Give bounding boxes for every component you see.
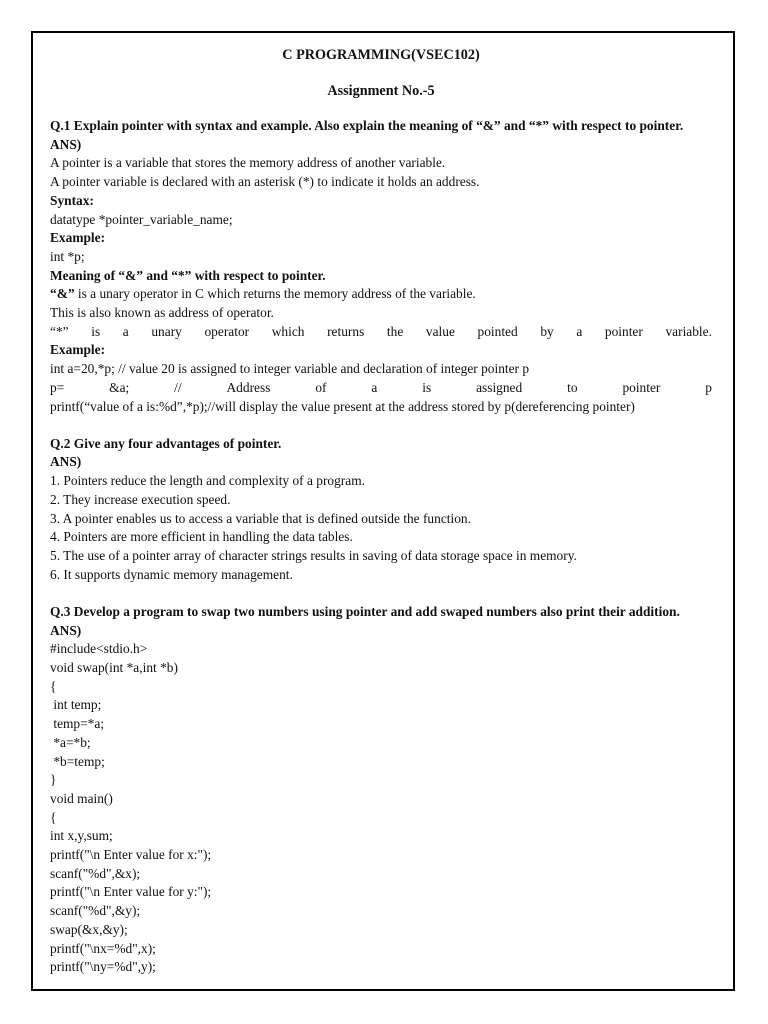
asterisk-word: is xyxy=(91,323,101,339)
code-line: *b=temp; xyxy=(50,753,105,769)
code-word: a xyxy=(371,379,378,395)
document-title: C PROGRAMMING(VSEC102) xyxy=(282,47,480,63)
assignment-number: Assignment No.-5 xyxy=(327,83,435,99)
code-word: p= xyxy=(50,379,65,395)
code-line: swap(&x,&y); xyxy=(50,921,128,937)
asterisk-word: pointed xyxy=(477,323,518,339)
ampersand-symbol: “&” xyxy=(50,286,75,302)
code-word: to xyxy=(567,379,578,395)
answer-label: ANS) xyxy=(50,454,82,470)
asterisk-word: which xyxy=(271,323,305,339)
example-2-line-1: int a=20,*p; // value 20 is assigned to integer variable and declaration of integer pointer p xyxy=(50,361,530,377)
code-line: } xyxy=(50,772,57,788)
example-label: Example: xyxy=(50,230,106,246)
code-line: scanf("%d",&y); xyxy=(50,903,141,919)
example-2-line-2 xyxy=(50,379,712,398)
code-word: pointer xyxy=(622,379,661,395)
question-3-section xyxy=(50,603,712,977)
code-word: is xyxy=(422,379,432,395)
asterisk-word: unary xyxy=(151,323,182,339)
code-line: void swap(int *a,int *b) xyxy=(50,659,178,675)
code-line: { xyxy=(50,678,57,694)
code-line: int x,y,sum; xyxy=(50,828,113,844)
ampersand-description xyxy=(50,285,712,304)
advantage-item: 6. It supports dynamic memory management. xyxy=(50,566,293,582)
asterisk-word: “*” xyxy=(50,323,69,339)
asterisk-word: the xyxy=(386,323,404,339)
code-word: assigned xyxy=(476,379,523,395)
asterisk-word: operator xyxy=(204,323,250,339)
code-line: temp=*a; xyxy=(50,716,105,732)
code-word: Address xyxy=(226,379,271,395)
asterisk-description xyxy=(50,323,712,342)
asterisk-word: pointer xyxy=(604,323,643,339)
syntax-label: Syntax: xyxy=(50,192,94,208)
code-line: scanf("%d",&x); xyxy=(50,865,141,881)
question-1-section xyxy=(50,117,712,416)
document-body xyxy=(50,46,712,977)
address-operator-note: This is also known as address of operator. xyxy=(50,305,274,321)
meaning-heading: Meaning of “&” and “*” with respect to pointer. xyxy=(50,267,326,283)
asterisk-word: returns xyxy=(327,323,365,339)
advantage-item: 1. Pointers reduce the length and complexity of a program. xyxy=(50,473,365,489)
asterisk-word: a xyxy=(122,323,129,339)
question-3-text: Q.3 Develop a program to swap two numbers using pointer and add swaped numbers also print their addition. xyxy=(50,603,680,619)
code-line: void main() xyxy=(50,790,113,806)
code-line: *a=*b; xyxy=(50,734,91,750)
code-word: // xyxy=(174,379,182,395)
code-word: p xyxy=(705,379,712,395)
code-line: printf("\n Enter value for y:"); xyxy=(50,884,212,900)
advantage-item: 4. Pointers are more efficient in handling the data tables. xyxy=(50,529,353,545)
example-2-line-3: printf(“value of a is:%d”,*p);//will display the value present at the address stored by p(dereferencing pointer) xyxy=(50,398,635,414)
asterisk-word: by xyxy=(540,323,554,339)
advantage-item: 5. The use of a pointer array of character strings results in saving of data storage space in memory. xyxy=(50,547,577,563)
code-word: &a; xyxy=(109,379,130,395)
question-2-section xyxy=(50,435,712,585)
pointer-definition-2: A pointer variable is declared with an asterisk (*) to indicate it holds an address. xyxy=(50,174,480,190)
code-line: printf("\n Enter value for x:"); xyxy=(50,847,212,863)
advantage-item: 2. They increase execution speed. xyxy=(50,491,231,507)
question-1-text: Q.1 Explain pointer with syntax and example. Also explain the meaning of “&” and “*” with respect to pointer. xyxy=(50,118,684,133)
example-text: int *p; xyxy=(50,248,85,264)
asterisk-word: value xyxy=(425,323,455,339)
ampersand-text: is a unary operator in C which returns the memory address of the variable. xyxy=(74,286,476,302)
code-line: printf("\ny=%d",y); xyxy=(50,959,156,975)
code-line: printf("\nx=%d",x); xyxy=(50,940,156,956)
advantage-item: 3. A pointer enables us to access a variable that is defined outside the function. xyxy=(50,510,471,526)
answer-label: ANS) xyxy=(50,622,82,638)
code-line: #include<stdio.h> xyxy=(50,641,148,657)
code-line: int temp; xyxy=(50,697,102,713)
question-2-text: Q.2 Give any four advantages of pointer. xyxy=(50,435,282,451)
code-line: { xyxy=(50,809,57,825)
example-2-label: Example: xyxy=(50,342,106,358)
pointer-definition-1: A pointer is a variable that stores the memory address of another variable. xyxy=(50,155,446,171)
code-word: of xyxy=(315,379,327,395)
syntax-text: datatype *pointer_variable_name; xyxy=(50,211,233,227)
asterisk-word: variable. xyxy=(665,323,712,339)
answer-label: ANS) xyxy=(50,136,82,152)
asterisk-word: a xyxy=(576,323,583,339)
